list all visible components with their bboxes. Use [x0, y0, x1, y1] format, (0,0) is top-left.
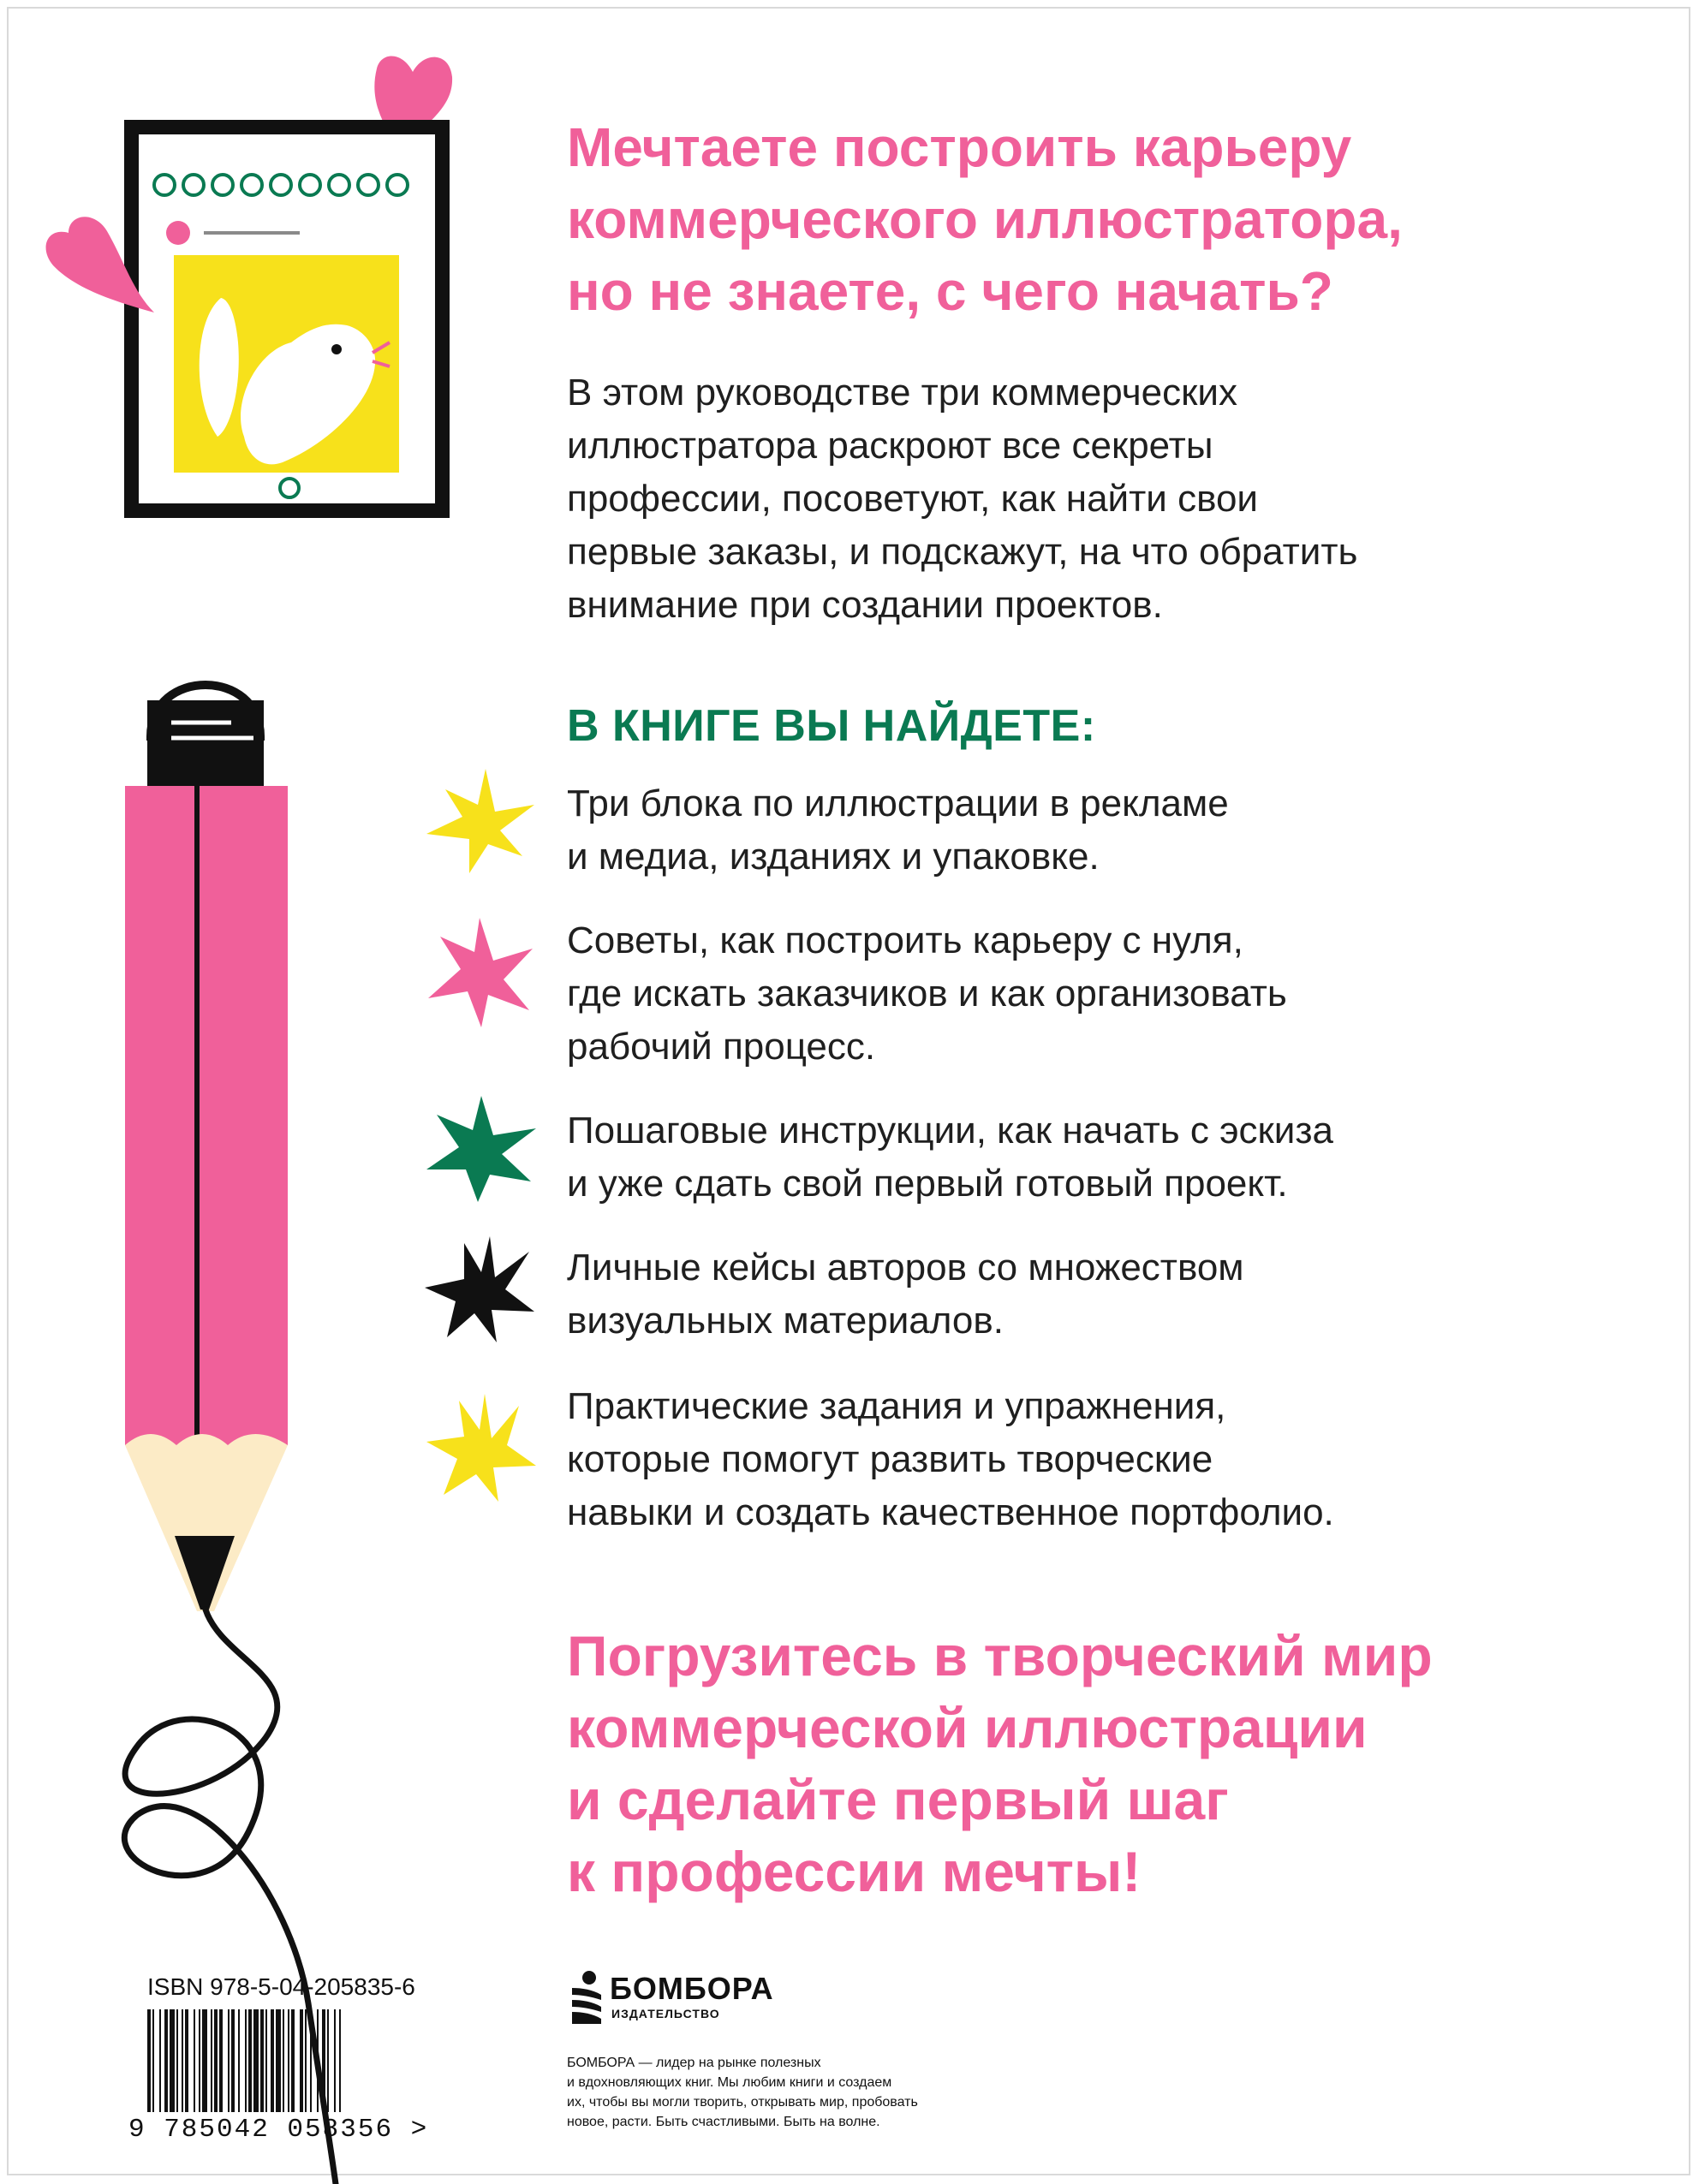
barcode-bar	[176, 2009, 178, 2112]
publisher-subtitle: ИЗДАТЕЛЬСТВО	[611, 2007, 720, 2020]
barcode-bar	[339, 2009, 341, 2112]
barcode-bar	[199, 2009, 200, 2112]
feature-item-3: Пошаговые инструкции, как начать с эскиза и уже сдать свой первый готовый проект.	[567, 1110, 1334, 1205]
framed-bird-illustration	[43, 43, 488, 539]
barcode-bar	[271, 2009, 274, 2112]
barcode-bar	[245, 2009, 247, 2112]
feature-item-4: Личные кейсы авторов со множеством визуальных материалов.	[567, 1247, 1244, 1342]
barcode-bar	[305, 2009, 307, 2112]
barcode-bar	[276, 2009, 281, 2112]
barcode-bar	[260, 2009, 264, 2112]
barcode-bar	[211, 2009, 212, 2112]
barcode-bar	[152, 2009, 154, 2112]
barcode-bar	[219, 2009, 223, 2112]
barcode-bar	[300, 2009, 303, 2112]
barcode-bar	[334, 2009, 336, 2112]
barcode-bar	[228, 2009, 230, 2112]
feature-item-2: Советы, как построить карьеру с нуля, где искать заказчиков и как организовать рабочий процесс.	[567, 919, 1287, 1068]
barcode-bar	[291, 2009, 295, 2112]
features-title: В КНИГЕ ВЫ НАЙДЕТЕ:	[567, 701, 1096, 751]
star-splat-icon	[421, 762, 541, 882]
barcode-bar	[147, 2009, 151, 2112]
barcode-bar	[214, 2009, 218, 2112]
publisher-description: БОМБОРА — лидер на рынке полезных и вдохновляющих книг. Мы любим книги и создаем их, чтобы вы могли творить, открывать мир, пробовать новое, расти. Быть счастливыми. Быть на волне.	[567, 2056, 918, 2129]
barcode-bar	[159, 2009, 161, 2112]
barcode-bar	[202, 2009, 207, 2112]
barcode-bar	[185, 2009, 188, 2112]
feature-item-1: Три блока по иллюстрации в рекламе и медиа, изданиях и упаковке.	[567, 783, 1229, 878]
barcode-bar	[164, 2009, 168, 2112]
barcode-bar	[170, 2009, 175, 2112]
barcode-digits: 9 785042 058356 >	[128, 2115, 429, 2145]
publisher-logo-icon	[567, 1969, 605, 2024]
barcode-bar	[317, 2009, 319, 2112]
star-splat-icon	[421, 1389, 541, 1509]
barcode-bar	[194, 2009, 195, 2112]
barcode-bar	[283, 2009, 284, 2112]
star-splat-icon	[421, 913, 541, 1032]
barcode	[147, 2009, 413, 2112]
barcode-bar	[182, 2009, 183, 2112]
barcode-bar	[238, 2009, 240, 2112]
barcode-bar	[265, 2009, 267, 2112]
isbn-label: ISBN 978-5-04-205835-6	[147, 1973, 415, 2000]
star-splat-icon	[421, 1089, 541, 1209]
star-splat-icon	[421, 1229, 541, 1349]
pencil-illustration	[103, 634, 462, 2184]
barcode-bar	[327, 2009, 329, 2112]
barcode-bar	[253, 2009, 259, 2112]
barcode-bar	[310, 2009, 312, 2112]
feature-item-5: Практические задания и упражнения, которые помогут развить творческие навыки и создать качественное портфолио.	[567, 1385, 1334, 1533]
barcode-bar	[248, 2009, 252, 2112]
intro-paragraph: В этом руководстве три коммерческих иллюстратора раскроют все секреты профессии, посоветуют, как найти свои первые заказы, и подскажут, на что обратить внимание при создании проектов.	[567, 372, 1358, 626]
headline: Мечтаете построить карьеру коммерческого иллюстратора, но не знаете, с чего начать?	[567, 116, 1403, 322]
closing-headline: Погрузитесь в творческий мир коммерческой иллюстрации и сделайте первый шаг к профессии мечты!	[567, 1624, 1433, 1903]
barcode-bar	[231, 2009, 235, 2112]
barcode-bar	[322, 2009, 325, 2112]
publisher-name: БОМБОРА	[610, 1971, 774, 2006]
barcode-bar	[288, 2009, 289, 2112]
